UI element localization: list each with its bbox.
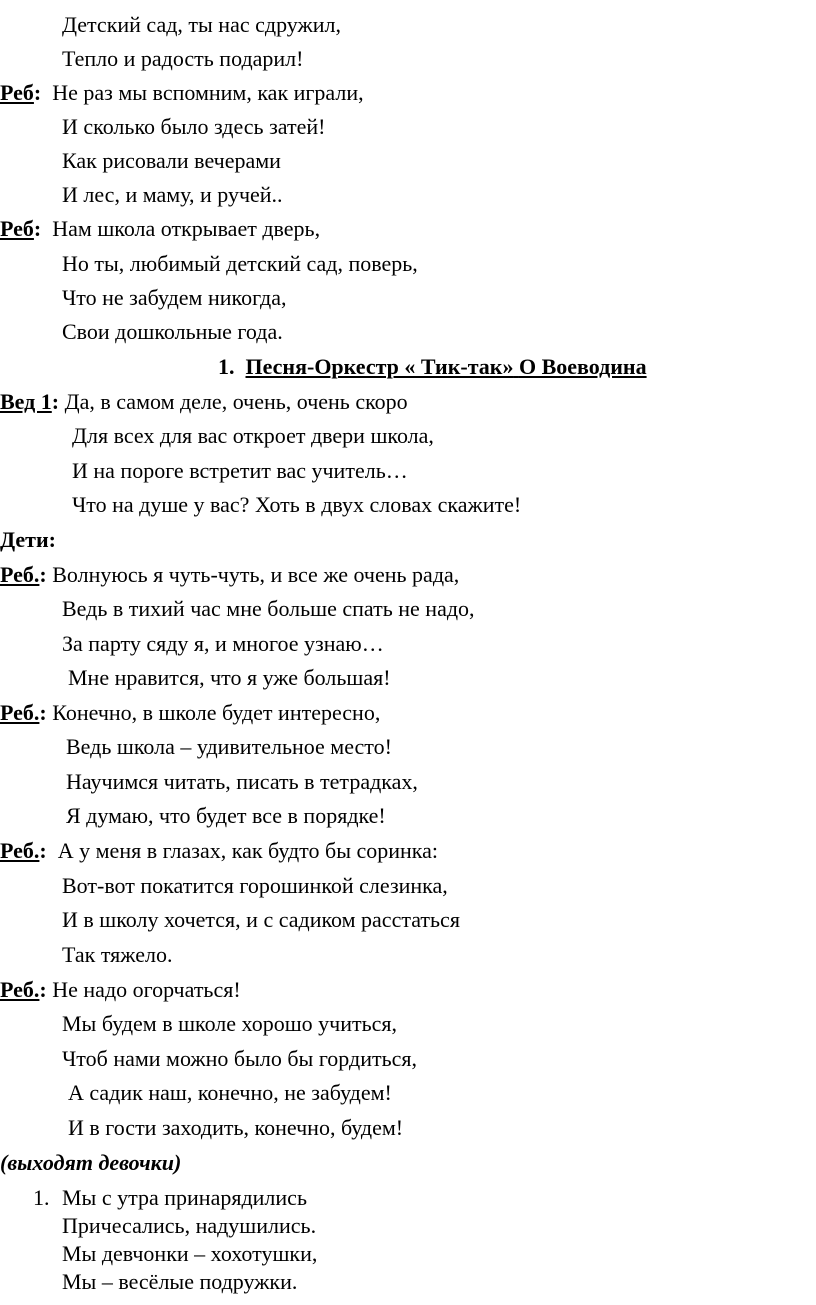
speaker-label: Реб. bbox=[0, 700, 40, 725]
verse-line: И лес, и маму, и ручей.. bbox=[62, 182, 283, 207]
list-number: 1. bbox=[33, 1185, 50, 1210]
verse-line: И на пороге встретит вас учитель… bbox=[72, 458, 408, 483]
speaker-colon: : bbox=[51, 389, 60, 414]
verse-text: Не надо огорчаться! bbox=[52, 977, 241, 1002]
speaker-line bbox=[0, 977, 241, 1003]
verse-line: Что на душе у вас? Хоть в двух словах скажите! bbox=[72, 492, 522, 517]
speaker-colon: : bbox=[39, 838, 47, 863]
verse-line: И в школу хочется, и с садиком расстаться bbox=[62, 907, 460, 932]
speaker-label: Реб. bbox=[0, 838, 40, 863]
song-author: О Воеводина bbox=[518, 354, 647, 379]
speaker-line bbox=[0, 838, 438, 864]
speaker-line bbox=[0, 700, 380, 726]
stage-direction: (выходят девочки) bbox=[0, 1150, 182, 1175]
speaker-label: Реб. bbox=[0, 977, 40, 1002]
speaker-line bbox=[0, 389, 408, 415]
speaker-label: Реб bbox=[0, 80, 34, 105]
speaker-line bbox=[0, 80, 364, 106]
song-number: 1. bbox=[218, 354, 235, 379]
verse-line: Мы с утра принарядились bbox=[62, 1185, 307, 1210]
speaker-label: Реб. bbox=[0, 562, 40, 587]
speaker-line bbox=[0, 562, 459, 588]
verse-line: Детский сад, ты нас сдружил, bbox=[62, 12, 341, 37]
speaker-label: Вед 1 bbox=[0, 389, 52, 414]
verse-line: Мне нравится, что я уже большая! bbox=[68, 665, 391, 690]
verse-line: Ведь школа – удивительное место! bbox=[66, 734, 392, 759]
verse-line: И сколько было здесь затей! bbox=[62, 114, 326, 139]
verse-line: Мы будем в школе хорошо учиться, bbox=[62, 1011, 398, 1036]
verse-line: Мы – весёлые подружки. bbox=[62, 1269, 298, 1294]
verse-line: Свои дошкольные года. bbox=[62, 319, 283, 344]
speaker-colon: : bbox=[39, 562, 47, 587]
speaker-colon: : bbox=[33, 216, 42, 241]
verse-line: Научимся читать, писать в тетрадках, bbox=[66, 769, 418, 794]
verse-line: Что не забудем никогда, bbox=[62, 285, 287, 310]
verse-text: Не раз мы вспомним, как играли, bbox=[52, 80, 364, 105]
verse-line: Тепло и радость подарил! bbox=[62, 46, 304, 71]
verse-line: Так тяжело. bbox=[62, 942, 173, 967]
verse-line: Я думаю, что будет все в порядке! bbox=[66, 803, 386, 828]
verse-line: Причесались, надушились. bbox=[62, 1213, 317, 1238]
speaker-colon: : bbox=[39, 977, 47, 1002]
verse-line: За парту сяду я, и многое узнаю… bbox=[62, 631, 384, 656]
children-label: Дети: bbox=[0, 527, 56, 552]
song-title bbox=[246, 354, 647, 379]
speaker-colon: : bbox=[39, 700, 47, 725]
speaker-line bbox=[0, 216, 320, 242]
song-title-text: Песня-Оркестр « Тик-так» bbox=[245, 354, 514, 379]
speaker-label: Реб bbox=[0, 216, 34, 241]
verse-text: Конечно, в школе будет интересно, bbox=[52, 700, 381, 725]
verse-text: Нам школа открывает дверь, bbox=[52, 216, 321, 241]
speaker-colon: : bbox=[33, 80, 42, 105]
verse-line: И в гости заходить, конечно, будем! bbox=[68, 1115, 404, 1140]
verse-text: Волнуюсь я чуть-чуть, и все же очень рада, bbox=[52, 562, 460, 587]
verse-line: А садик наш, конечно, не забудем! bbox=[68, 1080, 392, 1105]
song-heading bbox=[218, 354, 647, 380]
verse-line: Чтоб нами можно было бы гордиться, bbox=[62, 1046, 418, 1071]
verse-line: Мы девчонки – хохотушки, bbox=[62, 1241, 318, 1266]
verse-line: Ведь в тихий час мне больше спать не надо, bbox=[62, 596, 475, 621]
verse-text: А у меня в глазах, как будто бы соринка: bbox=[57, 838, 439, 863]
verse-line: Но ты, любимый детский сад, поверь, bbox=[62, 251, 418, 276]
verse-line: Для всех для вас откроет двери школа, bbox=[72, 423, 434, 448]
verse-line: Вот-вот покатится горошинкой слезинка, bbox=[62, 873, 448, 898]
verse-line: Как рисовали вечерами bbox=[62, 148, 281, 173]
verse-text: Да, в самом деле, очень, очень скоро bbox=[64, 389, 408, 414]
